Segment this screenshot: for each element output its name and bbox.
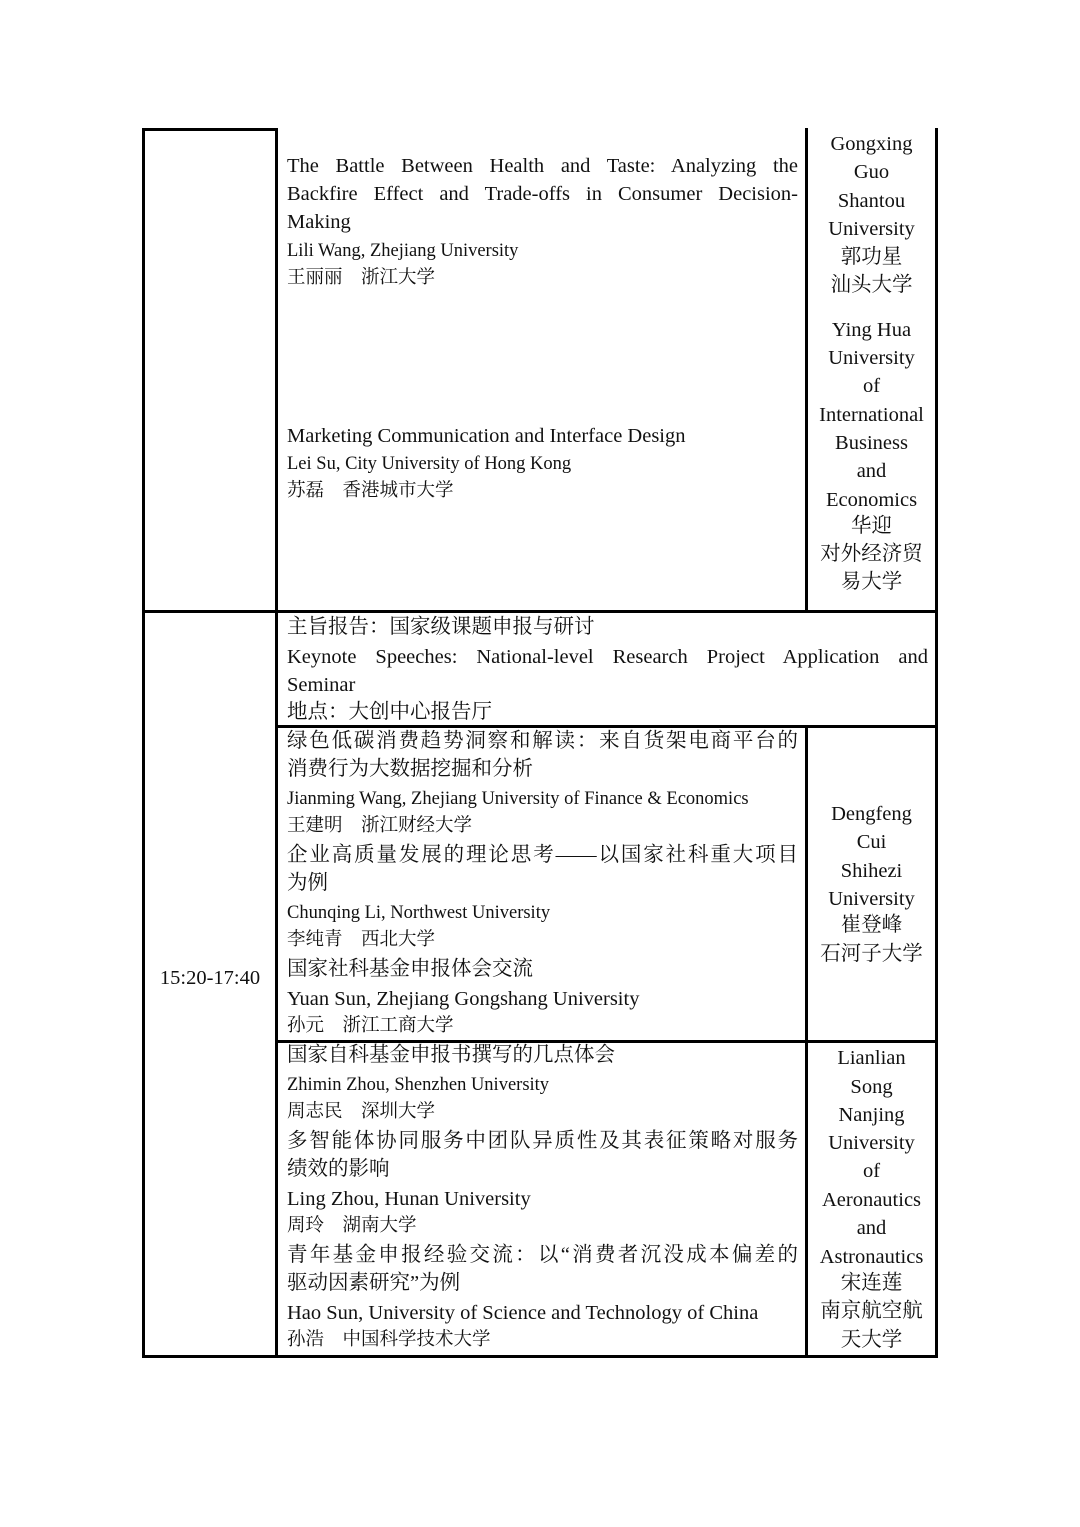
host-line: 华迎 — [851, 515, 892, 537]
table-border-top — [142, 128, 278, 131]
talk-title-line: 青年基金申报经验交流：以“消费者沉没成本偏差的 — [287, 1244, 798, 1266]
host-line: Astronautics — [819, 1246, 924, 1268]
host-line: and — [856, 1217, 887, 1239]
host-line: 南京航空航 — [820, 1300, 923, 1322]
speaker-cn: 周志民 深圳大学 — [287, 1102, 436, 1122]
host-line: Aeronautics — [821, 1189, 922, 1211]
speaker-cn: 苏磊 香港城市大学 — [287, 481, 454, 501]
host-line: Song — [850, 1076, 893, 1098]
talk-title-line: Making — [287, 211, 351, 233]
talk-title-line: 多智能体协同服务中团队异质性及其表征策略对服务 — [287, 1130, 798, 1152]
time-slot: 15:20-17:40 — [159, 967, 261, 989]
host-line: of — [862, 1160, 881, 1182]
host-line: of — [862, 375, 881, 397]
host-line: 对外经济贸 — [820, 543, 923, 565]
talk-title-line: 国家自科基金申报书撰写的几点体会 — [287, 1044, 615, 1066]
host-line: Lianlian — [837, 1047, 906, 1069]
talk-title-line: 绩效的影响 — [287, 1158, 390, 1180]
keynote-title-cn: 主旨报告：国家级课题申报与研讨 — [287, 616, 595, 638]
host-line: Ying Hua — [831, 319, 912, 341]
speaker-cn: 周玲 湖南大学 — [287, 1216, 417, 1236]
keynote-location: 地点：大创中心报告厅 — [287, 701, 492, 723]
host-line: Shihezi — [840, 860, 903, 882]
host-line: University — [828, 347, 915, 369]
host-line: 石河子大学 — [820, 943, 923, 965]
speaker-en: Chunqing Li, Northwest University — [287, 903, 551, 923]
host-line: 易大学 — [840, 571, 903, 593]
host-line: Gongxing — [830, 133, 913, 155]
talk-title-line: The Battle Between Health and Taste: Analyzing the — [287, 155, 798, 177]
speaker-en: Zhimin Zhou, Shenzhen University — [287, 1075, 550, 1095]
table-border-left — [142, 128, 145, 1358]
talk-title-line: Marketing Communication and Interface Design — [287, 425, 686, 447]
talk-title-line: 企业高质量发展的理论思考——以国家社科重大项目 — [287, 844, 798, 866]
speaker-cn: 王建明 浙江财经大学 — [287, 816, 473, 836]
talk-title-line: 消费行为大数据挖掘和分析 — [287, 758, 533, 780]
host-line: Shantou — [837, 190, 906, 212]
host-line: Business — [835, 432, 908, 454]
talk-title-line: 驱动因素研究”为例 — [287, 1272, 461, 1294]
talk-title-line: 国家社科基金申报体会交流 — [287, 958, 533, 980]
host-line: Guo — [853, 161, 890, 183]
time-column-divider — [275, 128, 278, 1358]
talk-title-line: 绿色低碳消费趋势洞察和解读：来自货架电商平台的 — [287, 730, 798, 752]
speaker-en: Ling Zhou, Hunan University — [287, 1188, 531, 1210]
speaker-en: Jianming Wang, Zhejiang University of Finance & Economics — [287, 789, 749, 809]
speaker-en: Lei Su, City University of Hong Kong — [287, 454, 572, 474]
speaker-cn: 孙元 浙江工商大学 — [287, 1016, 454, 1036]
speaker-cn: 李纯青 西北大学 — [287, 930, 436, 950]
speaker-cn: 王丽丽 浙江大学 — [287, 268, 436, 288]
speaker-cn: 孙浩 中国科学技术大学 — [287, 1330, 491, 1350]
host-line: University — [828, 888, 915, 910]
speaker-en: Lili Wang, Zhejiang University — [287, 241, 519, 261]
host-line: 崔登峰 — [840, 914, 903, 936]
talk-title-line: Backfire Effect and Trade-offs in Consumer Decision- — [287, 183, 798, 205]
table-border-right — [935, 128, 938, 1358]
host-line: Nanjing — [838, 1104, 905, 1126]
host-line: 天大学 — [840, 1329, 903, 1351]
host-line: Economics — [825, 489, 918, 511]
host-line: International — [819, 404, 924, 426]
host-line: Dengfeng — [831, 803, 912, 825]
speaker-en: Yuan Sun, Zhejiang Gongshang University — [287, 988, 640, 1010]
keynote-title-en: Keynote Speeches: National-level Research Project Application and — [287, 646, 928, 668]
host-line: Cui — [856, 831, 887, 853]
host-line: and — [856, 460, 887, 482]
host-line: University — [828, 1132, 915, 1154]
host-line: 宋连莲 — [840, 1272, 903, 1294]
host-line: University — [828, 218, 915, 240]
host-line: 郭功星 — [840, 246, 903, 268]
speaker-en: Hao Sun, University of Science and Technology of China — [287, 1302, 759, 1324]
table-border-bottom — [142, 1355, 938, 1358]
host-line: 汕头大学 — [830, 274, 913, 296]
talk-title-line: 为例 — [287, 872, 328, 894]
keynote-title-en: Seminar — [287, 674, 356, 696]
